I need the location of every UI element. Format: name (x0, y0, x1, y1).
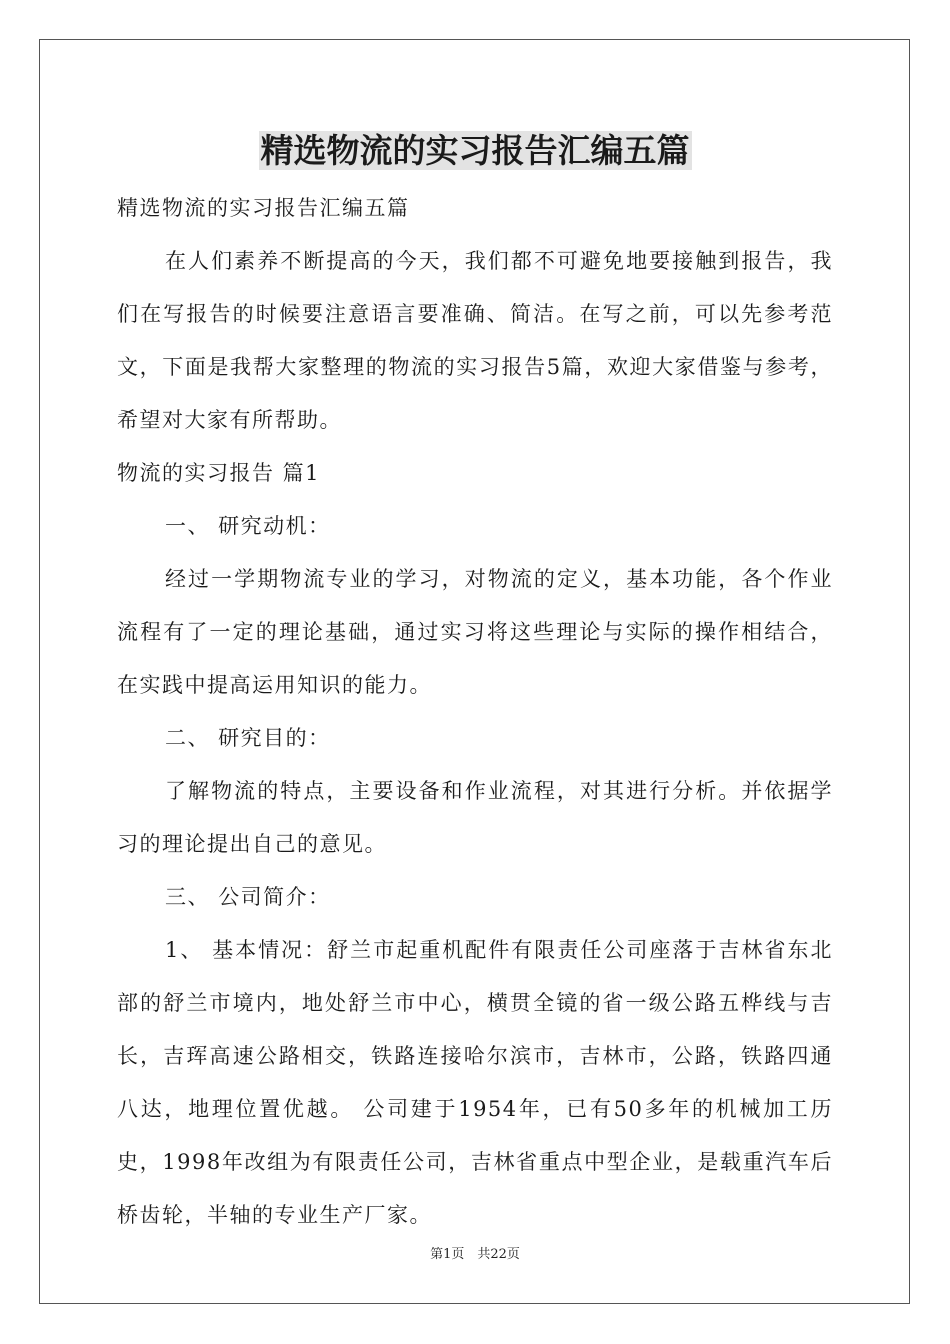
intro-paragraph: 在人们素养不断提高的今天，我们都不可避免地要接触到报告，我们在写报告的时候要注意语言要准确、简洁。在写之前，可以先参考范文，下面是我帮大家整理的物流的实习报告5篇，欢迎大家借鉴与参考，希望对大家有所帮助。 (117, 249, 833, 432)
page-number: 第1页 共22页 (430, 1247, 520, 1262)
section-heading-company: 三、 公司简介： (165, 885, 331, 909)
document-body (117, 182, 833, 1242)
section-paragraph-company: 1、 基本情况：舒兰市起重机配件有限责任公司座落于吉林省东北部的舒兰市境内，地处舒兰市中心，横贯全镜的省一级公路五桦线与吉长，吉珲高速公路相交，铁路连接哈尔滨市，吉林市，公路，铁路四通八达，地理位置优越。 公司建于1954年，已有50多年的机械加工历史，1998年改组为有限责任公司，吉林省重点中型企业，是载重汽车后桥齿轮，半轴的专业生产厂家。 (117, 938, 833, 1227)
section-paragraph-motivation: 经过一学期物流专业的学习，对物流的定义，基本功能，各个作业流程有了一定的理论基础，通过实习将这些理论与实际的操作相结合，在实践中提高运用知识的能力。 (117, 567, 833, 697)
page-footer (0, 1245, 950, 1265)
section-paragraph-purpose: 了解物流的特点，主要设备和作业流程，对其进行分析。并依据学习的理论提出自己的意见。 (117, 779, 833, 856)
document-title-text: 精选物流的实习报告汇编五篇 (260, 131, 690, 170)
document-title (0, 127, 950, 175)
section-heading-motivation: 一、 研究动机： (165, 514, 331, 538)
section-heading-purpose: 二、 研究目的： (165, 726, 331, 750)
document-subtitle: 精选物流的实习报告汇编五篇 (117, 196, 410, 220)
section-title: 物流的实习报告 篇1 (117, 461, 321, 485)
